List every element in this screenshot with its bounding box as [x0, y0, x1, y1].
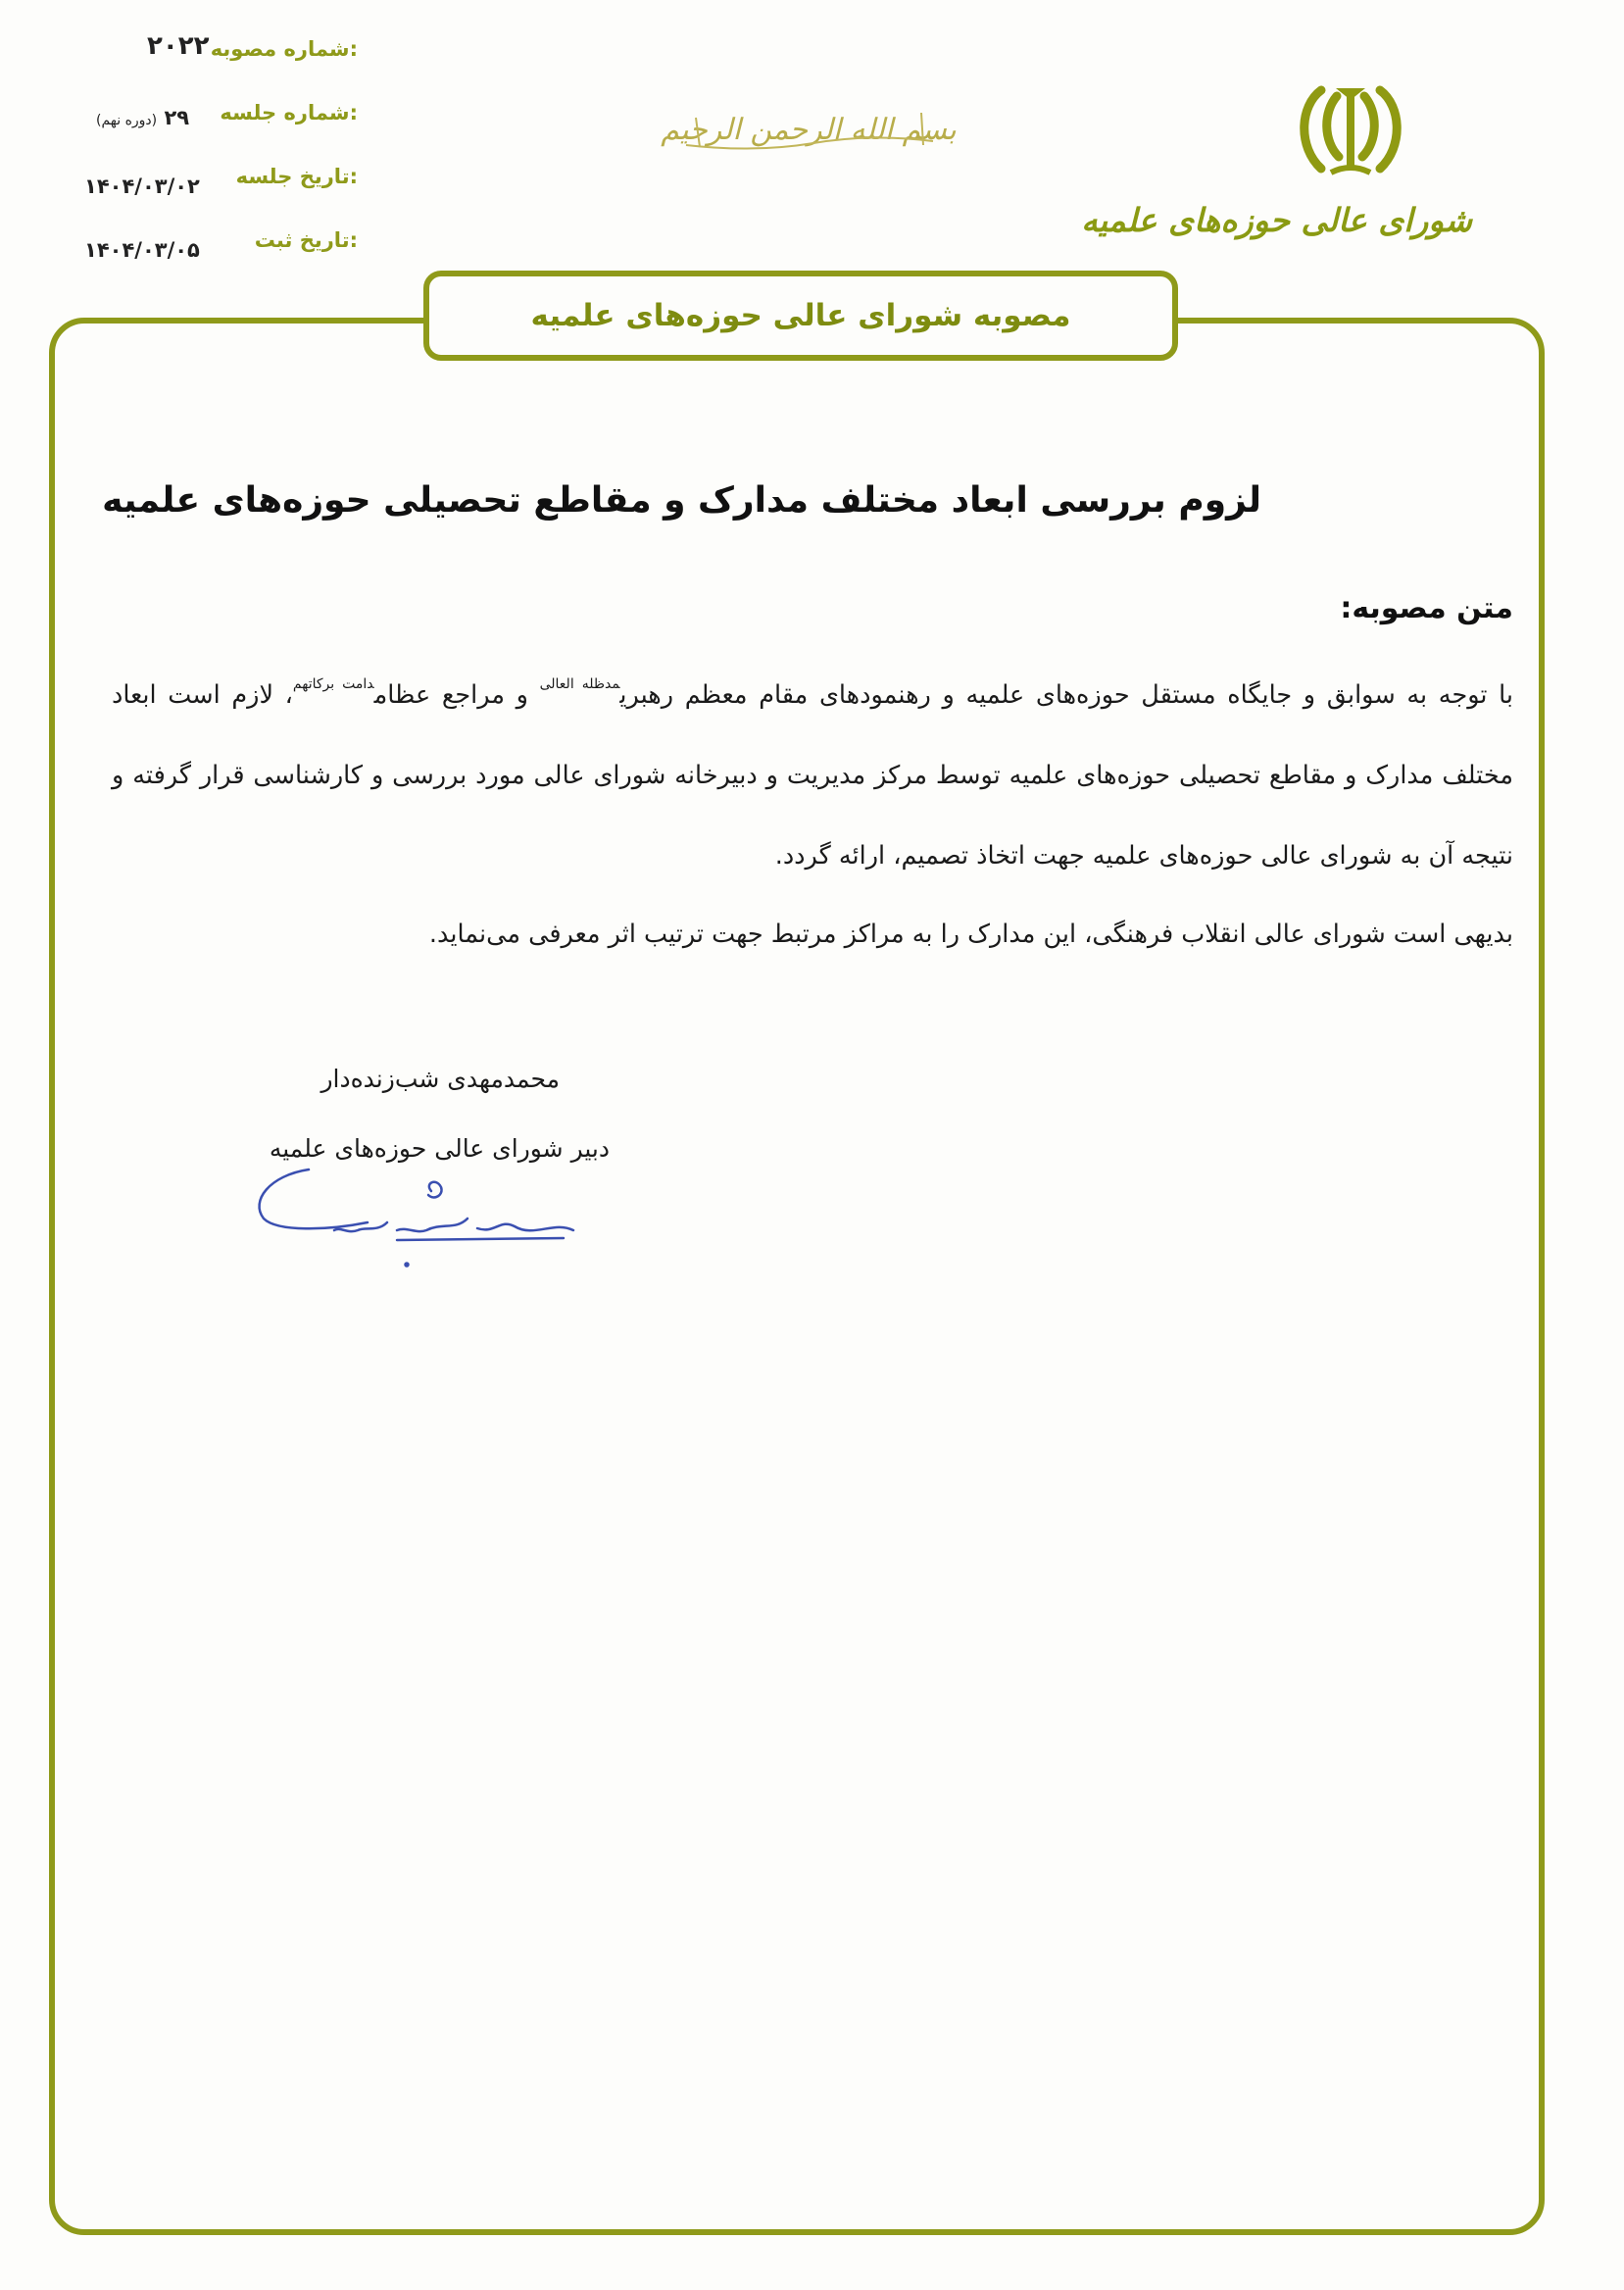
- handwritten-signature: [250, 1162, 603, 1269]
- org-name: شورای عالی حوزه‌های علمیه: [1081, 201, 1472, 239]
- line1-part-a: با توجه به سوابق و جایگاه مستقل حوزه‌های علمیه و رهنمودهای مقام معظم رهبری: [619, 680, 1513, 710]
- document-heading: لزوم بررسی ابعاد مختلف مدارک و مقاطع تحصیلی حوزه‌های علمیه: [102, 480, 1261, 521]
- body-line-1: [112, 676, 1513, 710]
- body-line-4: بدیهی است شورای عالی انقلاب فرهنگی، این مدارک را به مراکز مرتبط جهت ترتیب اثر معرفی می‌نماید.: [428, 920, 1513, 949]
- session-term: (دوره نهم): [96, 113, 158, 128]
- resolution-text-label: متن مصوبه:: [1340, 591, 1513, 625]
- signatory-title: دبیر شورای عالی حوزه‌های علمیه: [269, 1134, 610, 1163]
- honorific-1: مدظله العالی: [539, 676, 620, 692]
- frame-title-tab: [423, 271, 1178, 361]
- registration-date: ۱۴۰۴/۰۳/۰۵: [84, 238, 200, 262]
- body-line-3: نتیجه آن به شورای عالی حوزه‌های علمیه جهت اتخاذ تصمیم، ارائه گردد.: [774, 841, 1513, 871]
- honorific-2: دامت برکاتهم: [292, 676, 374, 692]
- signatory-name: محمدمهدی شب‌زنده‌دار: [320, 1065, 560, 1093]
- registration-date-label: تاریخ ثبت:: [254, 228, 358, 252]
- svg-text:بسم الله الرحمن الرحیم: بسم الله الرحمن الرحیم: [661, 113, 957, 147]
- approval-number: ۲۰۲۲: [147, 31, 210, 61]
- session-number-label: شماره جلسه:: [220, 101, 358, 124]
- session-date-label: تاریخ جلسه:: [235, 165, 358, 188]
- session-number-group: [96, 106, 189, 129]
- line1-part-c: ، لازم است ابعاد: [112, 680, 293, 710]
- line1-part-b: و مراجع عظام: [373, 680, 540, 710]
- approval-number-label: شماره مصوبه:: [210, 37, 358, 61]
- body-line-2: مختلف مدارک و مقاطع تحصیلی حوزه‌های علمیه توسط مرکز مدیریت و دبیرخانه شورای عالی مورد بررسی و کارشناسی قرار گرفته و: [112, 761, 1513, 790]
- bismillah-calligraphy: [661, 98, 957, 157]
- session-number: ۲۹: [164, 106, 190, 129]
- iran-emblem-icon: [1292, 78, 1409, 186]
- frame-title: مصوبه شورای عالی حوزه‌های علمیه: [530, 298, 1071, 333]
- document-frame: [49, 318, 1545, 2235]
- session-date: ۱۴۰۴/۰۳/۰۲: [84, 174, 200, 198]
